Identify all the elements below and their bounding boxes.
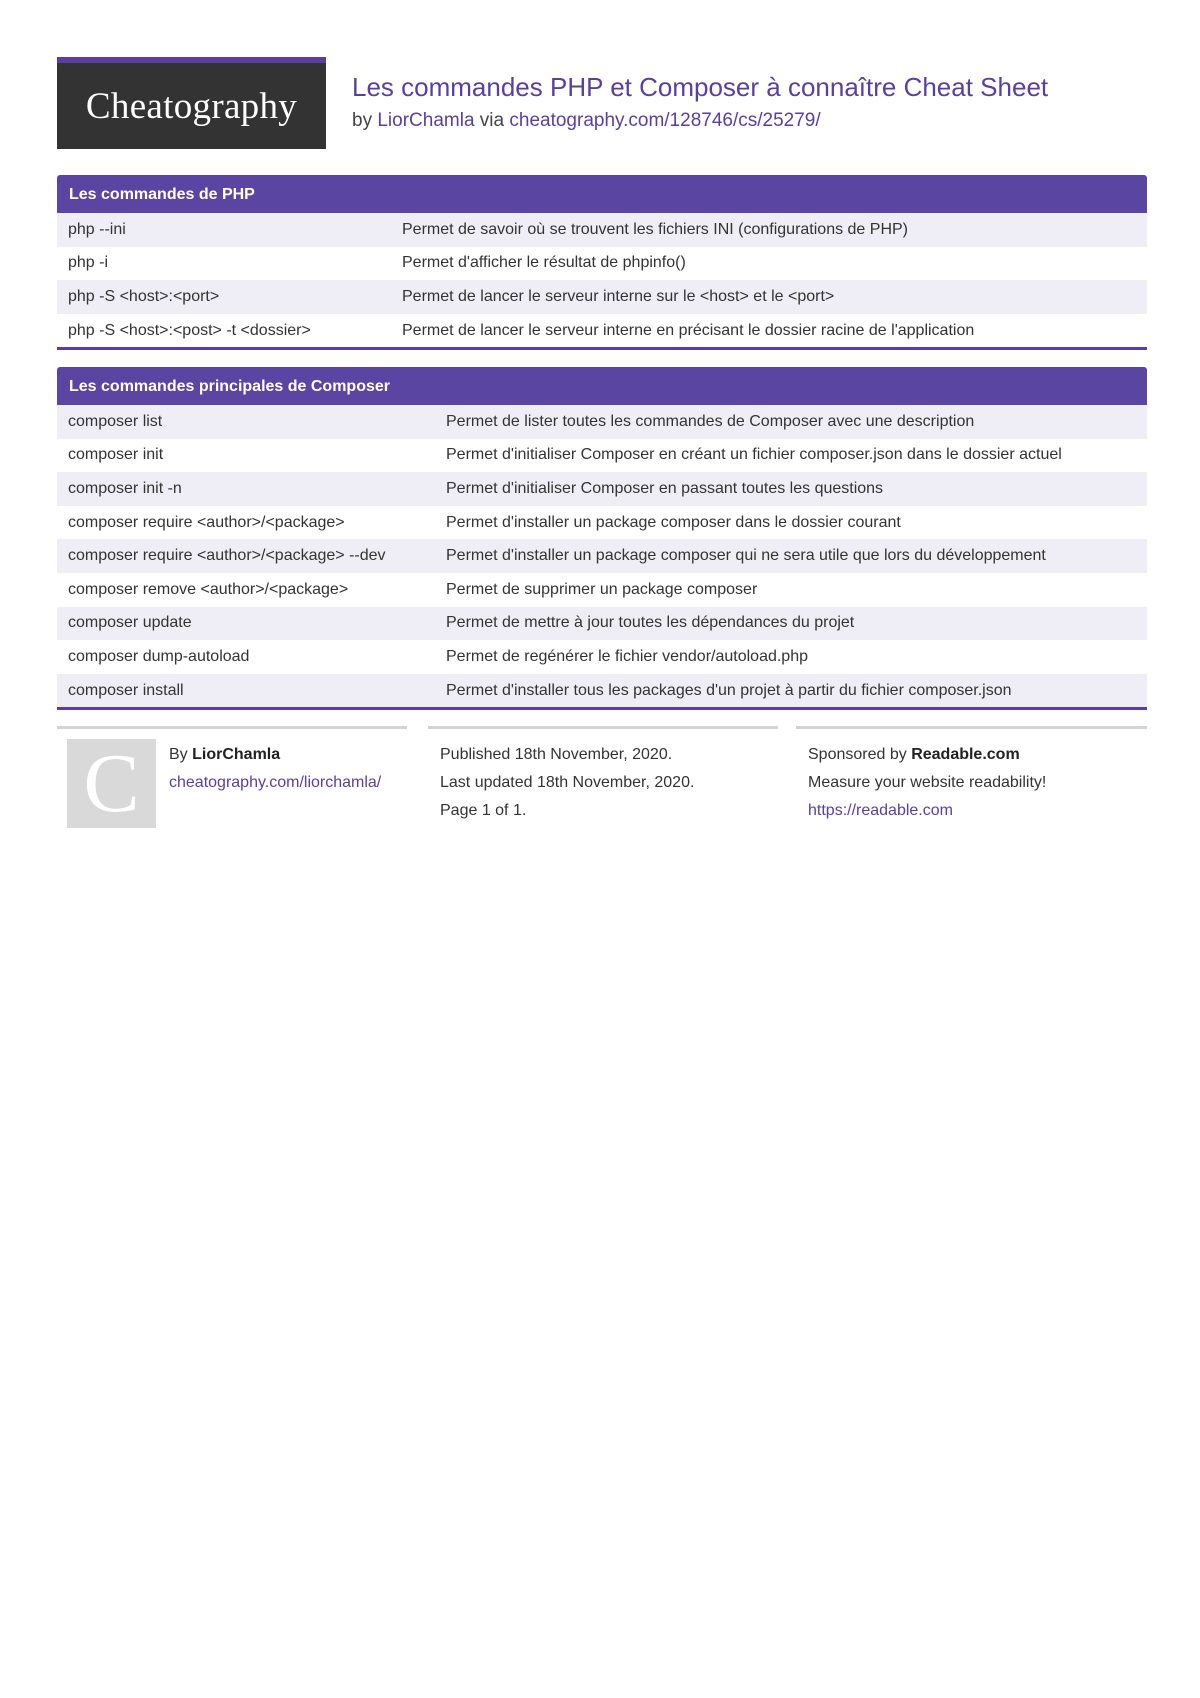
sponsor-tagline: Measure your website readability!	[808, 774, 1047, 791]
table-row	[57, 314, 1147, 348]
table-row	[57, 674, 1147, 708]
by-label: by	[352, 110, 373, 131]
command-cell: composer install	[68, 681, 184, 699]
footer-sponsor	[796, 726, 1147, 819]
php-commands-section	[57, 175, 1147, 350]
updated-date: Last updated 18th November, 2020.	[440, 774, 695, 791]
footer-publication	[428, 726, 778, 819]
description-cell: Permet de regénérer le fichier vendor/autoload.php	[446, 647, 808, 665]
sponsor-name[interactable]: Readable.com	[911, 746, 1020, 763]
command-cell: composer init	[68, 446, 164, 464]
description-cell: Permet d'installer un package composer qui ne sera utile que lors du développement	[446, 547, 1046, 565]
footer-author	[57, 726, 407, 829]
table-row	[57, 280, 1147, 314]
table-row	[57, 472, 1147, 506]
description-cell: Permet d'initialiser Composer en passant toutes les questions	[446, 479, 884, 497]
section-title: Les commandes principales de Composer	[57, 367, 1147, 405]
table-row	[57, 405, 1147, 439]
footer-by-label: By	[169, 746, 188, 763]
table-row	[57, 539, 1147, 573]
command-cell: php -i	[68, 254, 109, 272]
page-title: Les commandes PHP et Composer à connaître Cheat Sheet	[352, 72, 1049, 102]
description-cell: Permet de supprimer un package composer	[446, 580, 758, 598]
footer-author-line	[169, 746, 280, 764]
description-cell: Permet d'installer un package composer dans le dossier courant	[446, 513, 901, 531]
description-cell: Permet de savoir où se trouvent les fichiers INI (configurations de PHP)	[402, 220, 908, 238]
footer-author-link[interactable]: cheatography.com/liorchamla/	[169, 774, 382, 791]
composer-commands-section	[57, 367, 1147, 710]
table-row	[57, 439, 1147, 473]
table-row	[57, 213, 1147, 247]
description-cell: Permet de lancer le serveur interne en précisant le dossier racine de l'application	[402, 321, 975, 339]
description-cell: Permet d'initialiser Composer en créant un fichier composer.json dans le dossier actuel	[446, 446, 1062, 464]
table-row	[57, 247, 1147, 281]
page-number: Page 1 of 1.	[440, 802, 527, 819]
description-cell: Permet d'installer tous les packages d'un projet à partir du fichier composer.json	[446, 681, 1012, 699]
command-cell: php -S <host>:<port>	[68, 287, 220, 305]
avatar[interactable]	[67, 736, 156, 830]
command-cell: composer update	[68, 614, 192, 632]
command-cell: composer remove <author>/<package>	[68, 580, 349, 598]
sponsor-line	[808, 746, 1020, 764]
footer-author-name[interactable]: LiorChamla	[192, 746, 281, 763]
sheet-url-link[interactable]: cheatography.com/128746/cs/25279/	[509, 110, 821, 131]
description-cell: Permet d'afficher le résultat de phpinfo()	[402, 254, 686, 272]
command-cell: php --ini	[68, 220, 126, 238]
table-row	[57, 506, 1147, 540]
command-cell: composer require <author>/<package>	[68, 513, 345, 531]
command-cell: php -S <host>:<post> -t <dossier>	[68, 321, 311, 339]
command-cell: composer init -n	[68, 479, 182, 497]
command-cell: composer dump-autoload	[68, 647, 250, 665]
author-link[interactable]: LiorChamla	[377, 110, 475, 131]
description-cell: Permet de lister toutes les commandes de Composer avec une description	[446, 412, 975, 430]
cheatography-logo[interactable]	[57, 57, 326, 149]
command-cell: composer list	[68, 412, 163, 430]
avatar-letter: C	[83, 736, 140, 830]
logo-text: Cheatography	[85, 85, 298, 127]
command-cell: composer require <author>/<package> --dev	[68, 547, 386, 565]
table-row	[57, 573, 1147, 607]
section-title: Les commandes de PHP	[57, 175, 1147, 213]
via-label: via	[479, 110, 505, 131]
table-row	[57, 640, 1147, 674]
sponsor-link[interactable]: https://readable.com	[808, 802, 953, 819]
header-byline	[352, 110, 821, 132]
description-cell: Permet de mettre à jour toutes les dépendances du projet	[446, 614, 855, 632]
published-date: Published 18th November, 2020.	[440, 746, 673, 763]
sponsor-label: Sponsored by	[808, 746, 907, 763]
description-cell: Permet de lancer le serveur interne sur le <host> et le <port>	[402, 287, 835, 305]
table-row	[57, 607, 1147, 641]
